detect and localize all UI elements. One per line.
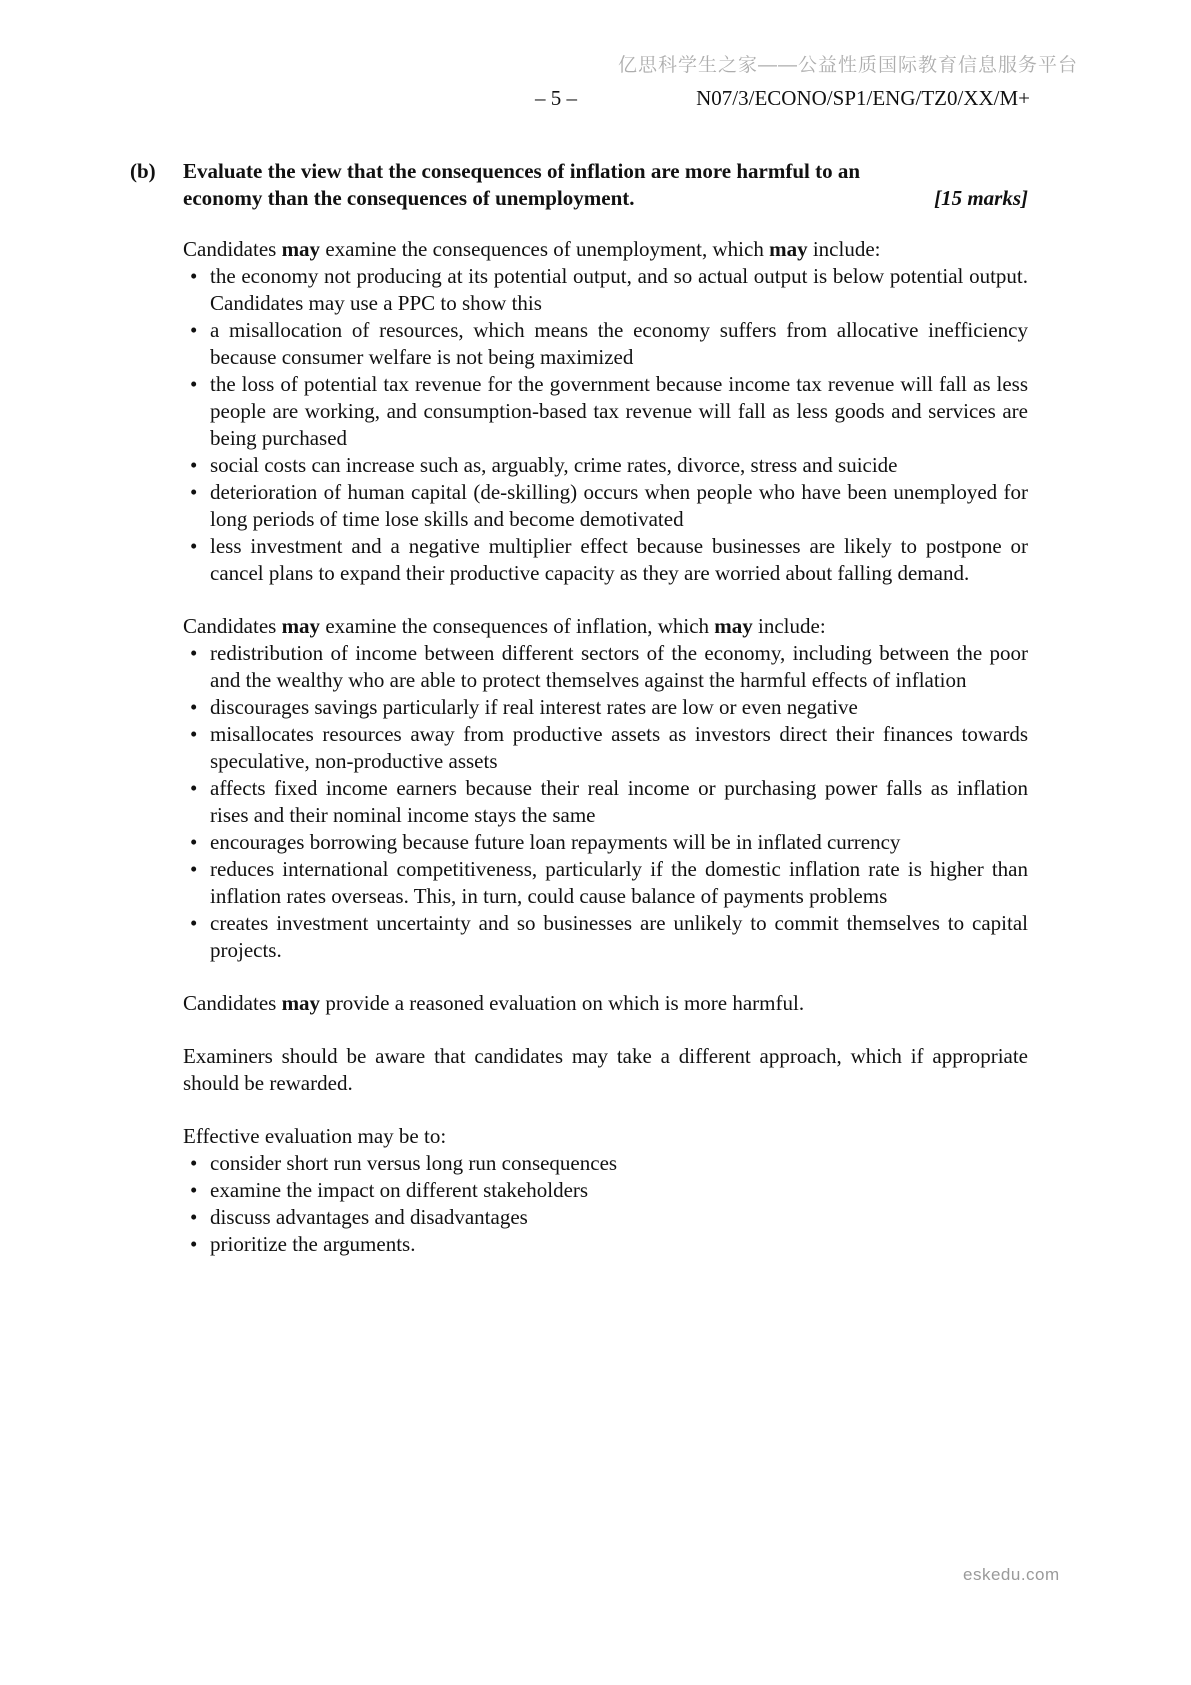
bold-text: may — [281, 991, 321, 1015]
text: Candidates — [183, 614, 282, 638]
list-item: • redistribution of income between different sectors of the economy, including between the poor and the wealthy who are able to protect themselves against the harmful effects of inflation — [183, 640, 1028, 694]
text: include: — [752, 614, 826, 638]
list-item: • discourages savings particularly if real interest rates are low or even negative — [183, 694, 1028, 721]
bold-text: may — [714, 614, 753, 638]
question-heading — [130, 158, 1028, 212]
list-item: • consider short run versus long run consequences — [183, 1150, 1028, 1177]
list-item: • reduces international competitiveness, particularly if the domestic inflation rate is higher than inflation rates overseas. This, in turn, could cause balance of payments problems — [183, 856, 1028, 910]
list-item: • the economy not producing at its potential output, and so actual output is below potential output. Candidates may use a PPC to show this — [183, 263, 1028, 317]
bold-text: may — [281, 614, 321, 638]
text: Candidates — [183, 237, 282, 261]
list-item: • a misallocation of resources, which means the economy suffers from allocative inefficiency because consumer welfare is not being maximized — [183, 317, 1028, 371]
list-item: • the loss of potential tax revenue for the government because income tax revenue will fall as less people are working, and consumption-based tax revenue will fall as less goods and services are being purchased — [183, 371, 1028, 452]
bold-text: may — [769, 237, 808, 261]
unemployment-intro — [183, 236, 1028, 263]
bold-text: may — [281, 237, 321, 261]
question-body — [183, 158, 1028, 212]
question-marks: [15 marks] — [934, 186, 1028, 210]
question-text: Evaluate the view that the consequences of inflation are more harmful to an economy than the consequences of unemployment. — [183, 159, 861, 210]
document-code: N07/3/ECONO/SP1/ENG/TZ0/XX/M+ — [696, 86, 1030, 110]
list-item: • social costs can increase such as, arguably, crime rates, divorce, stress and suicide — [183, 452, 1028, 479]
text: Candidates — [183, 991, 282, 1015]
top-watermark: 亿思科学生之家——公益性质国际教育信息服务平台 — [618, 55, 1079, 76]
list-item: • examine the impact on different stakeholders — [183, 1177, 1028, 1204]
examiners-note: Examiners should be aware that candidates may take a different approach, which if appropriate should be rewarded. — [183, 1044, 1028, 1095]
text: examine the consequences of inflation, which — [320, 614, 715, 638]
text: provide a reasoned evaluation on which is more harmful. — [320, 991, 805, 1015]
main-content — [130, 158, 1028, 1258]
effective-evaluation-intro: Effective evaluation may be to: — [183, 1124, 447, 1148]
inflation-intro — [183, 613, 1028, 640]
inflation-consequences-list — [183, 640, 1028, 964]
list-item: • prioritize the arguments. — [183, 1231, 1028, 1258]
question-label: (b) — [130, 159, 156, 183]
unemployment-consequences-list — [183, 263, 1028, 587]
list-item: • less investment and a negative multiplier effect because businesses are likely to postpone or cancel plans to expand their productive capacity as they are worried about falling demand. — [183, 533, 1028, 587]
list-item: • misallocates resources away from productive assets as investors direct their finances towards speculative, non-productive assets — [183, 721, 1028, 775]
page-number: – 5 – — [535, 86, 577, 110]
bottom-watermark: eskedu.com — [963, 1565, 1060, 1584]
list-item: • deterioration of human capital (de-skilling) occurs when people who have been unemployed for long periods of time lose skills and become demotivated — [183, 479, 1028, 533]
answer-content — [183, 236, 1028, 1258]
list-item: • creates investment uncertainty and so businesses are unlikely to commit themselves to capital projects. — [183, 910, 1028, 964]
text: include: — [807, 237, 881, 261]
effective-evaluation-list — [183, 1150, 1028, 1258]
list-item: • affects fixed income earners because their real income or purchasing power falls as inflation rises and their nominal income stays the same — [183, 775, 1028, 829]
list-item: • discuss advantages and disadvantages — [183, 1204, 1028, 1231]
text: examine the consequences of unemployment, which — [320, 237, 770, 261]
list-item: • encourages borrowing because future loan repayments will be in inflated currency — [183, 829, 1028, 856]
evaluation-note — [183, 990, 1028, 1017]
